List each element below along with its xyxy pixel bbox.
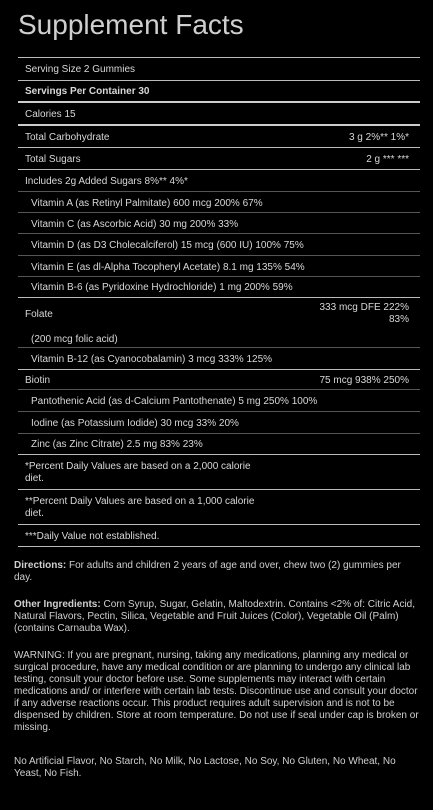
pantothenic-acid: Pantothenic Acid (as d-Calcium Pantothenate) 5 mg 250% 100% xyxy=(31,396,318,407)
warning-text: WARNING: If you are pregnant, nursing, taking any medications, planning any medical or surgical procedure, have any medical condition or are planning to undergo any clinical lab testing, consult your doctor before use. Some supplements may interact with certain medications and/ or interfere with certain lab tests. Discontinue use and consult your doctor if any adverse reactions occur. This product requires adult supervision and is not to be dispensed by children. Store at room temperature. Do not use if seal under cap is broken or missing. xyxy=(14,650,419,733)
zinc-row xyxy=(18,434,420,455)
total-sugars-label: Total Sugars xyxy=(25,154,81,165)
calories-row xyxy=(18,103,420,126)
vitamin-a-row xyxy=(18,192,420,213)
zinc: Zinc (as Zinc Citrate) 2.5 mg 83% 23% xyxy=(31,439,203,450)
other-ingredients-label: Other Ingredients: xyxy=(14,599,101,610)
added-sugars-row xyxy=(18,170,420,192)
serving-size-row xyxy=(18,58,420,81)
total-sugars-row xyxy=(18,148,420,170)
calories: Calories 15 xyxy=(25,109,76,120)
free-from-text: No Artificial Flavor, No Starch, No Milk, No Lactose, No Soy, No Gluten, No Wheat, No Yeast, No Fish. xyxy=(14,756,396,779)
footnote-not-established-row xyxy=(18,525,420,547)
total-carbohydrate-label: Total Carbohydrate xyxy=(25,132,110,143)
directions-label: Directions: xyxy=(14,560,67,571)
total-carbohydrate-row xyxy=(18,126,420,148)
serving-size: Serving Size 2 Gummies xyxy=(25,64,136,75)
footnote-2000-line1: *Percent Daily Values are based on a 2,000 calorie xyxy=(25,461,251,472)
other-ingredients xyxy=(14,599,419,635)
biotin-row xyxy=(18,370,420,390)
folic-acid: (200 mcg folic acid) xyxy=(31,334,118,345)
iodine-row xyxy=(18,412,420,434)
vitamin-b12-row xyxy=(18,348,420,370)
footnote-1000-row xyxy=(18,490,420,525)
folate-label: Folate xyxy=(25,309,53,320)
iodine: Iodine (as Potassium Iodide) 30 mcg 33% 20% xyxy=(31,418,239,429)
folate-row xyxy=(18,298,420,329)
folate-value xyxy=(320,302,410,326)
total-sugars-value: 2 g *** *** xyxy=(366,154,409,165)
footnote-1000-line2: diet. xyxy=(25,508,44,519)
vitamin-c-row xyxy=(18,213,420,234)
folic-acid-row xyxy=(18,329,420,348)
vitamin-d-row xyxy=(18,234,420,256)
supplement-facts-panel xyxy=(18,57,420,547)
footnote-2000-line2: diet. xyxy=(25,473,44,484)
vitamin-b6-row xyxy=(18,277,420,298)
total-carbohydrate-value: 3 g 2%** 1%* xyxy=(348,132,409,143)
footnote-1000-line1: **Percent Daily Values are based on a 1,000 calorie xyxy=(25,496,255,507)
footnote-not-established: ***Daily Value not established. xyxy=(25,531,160,542)
biotin-value: 75 mcg 938% 250% xyxy=(319,375,409,386)
vitamin-e-row xyxy=(18,256,420,277)
servings-per-container: Servings Per Container 30 xyxy=(25,86,150,97)
vitamin-b6: Vitamin B-6 (as Pyridoxine Hydrochloride) 1 mg 200% 59% xyxy=(31,282,293,293)
directions xyxy=(14,560,419,584)
servings-per-container-row xyxy=(18,81,420,103)
vitamin-e: Vitamin E (as dl-Alpha Tocopheryl Acetate) 8.1 mg 135% 54% xyxy=(31,262,305,273)
vitamin-b12: Vitamin B-12 (as Cyanocobalamin) 3 mcg 333% 125% xyxy=(31,354,273,365)
folate-value-percent: 83% xyxy=(388,314,409,325)
vitamin-a: Vitamin A (as Retinyl Palmitate) 600 mcg 200% 67% xyxy=(31,198,263,209)
folate-value-dfe: 333 mcg DFE 222% xyxy=(319,302,409,313)
other-ingredients-text: Corn Syrup, Sugar, Gelatin, Maltodextrin. Contains <2% of: Citric Acid, Natural Flavors, Pectin, Silica, Vegetable and Fruit Juices (Color), Vegetable Oil (Palm) (contains Carnauba Wax). xyxy=(14,599,415,634)
footnote-2000-row xyxy=(18,455,420,490)
page-title: Supplement Facts xyxy=(18,9,244,40)
vitamin-c: Vitamin C (as Ascorbic Acid) 30 mg 200% 33% xyxy=(31,219,239,230)
pantothenic-acid-row xyxy=(18,390,420,412)
directions-text: For adults and children 2 years of age and over, chew two (2) gummies per day. xyxy=(14,560,401,583)
biotin-label: Biotin xyxy=(25,375,51,386)
vitamin-d: Vitamin D (as D3 Cholecalciferol) 15 mcg (600 IU) 100% 75% xyxy=(31,240,304,251)
added-sugars: Includes 2g Added Sugars 8%** 4%* xyxy=(25,176,188,187)
